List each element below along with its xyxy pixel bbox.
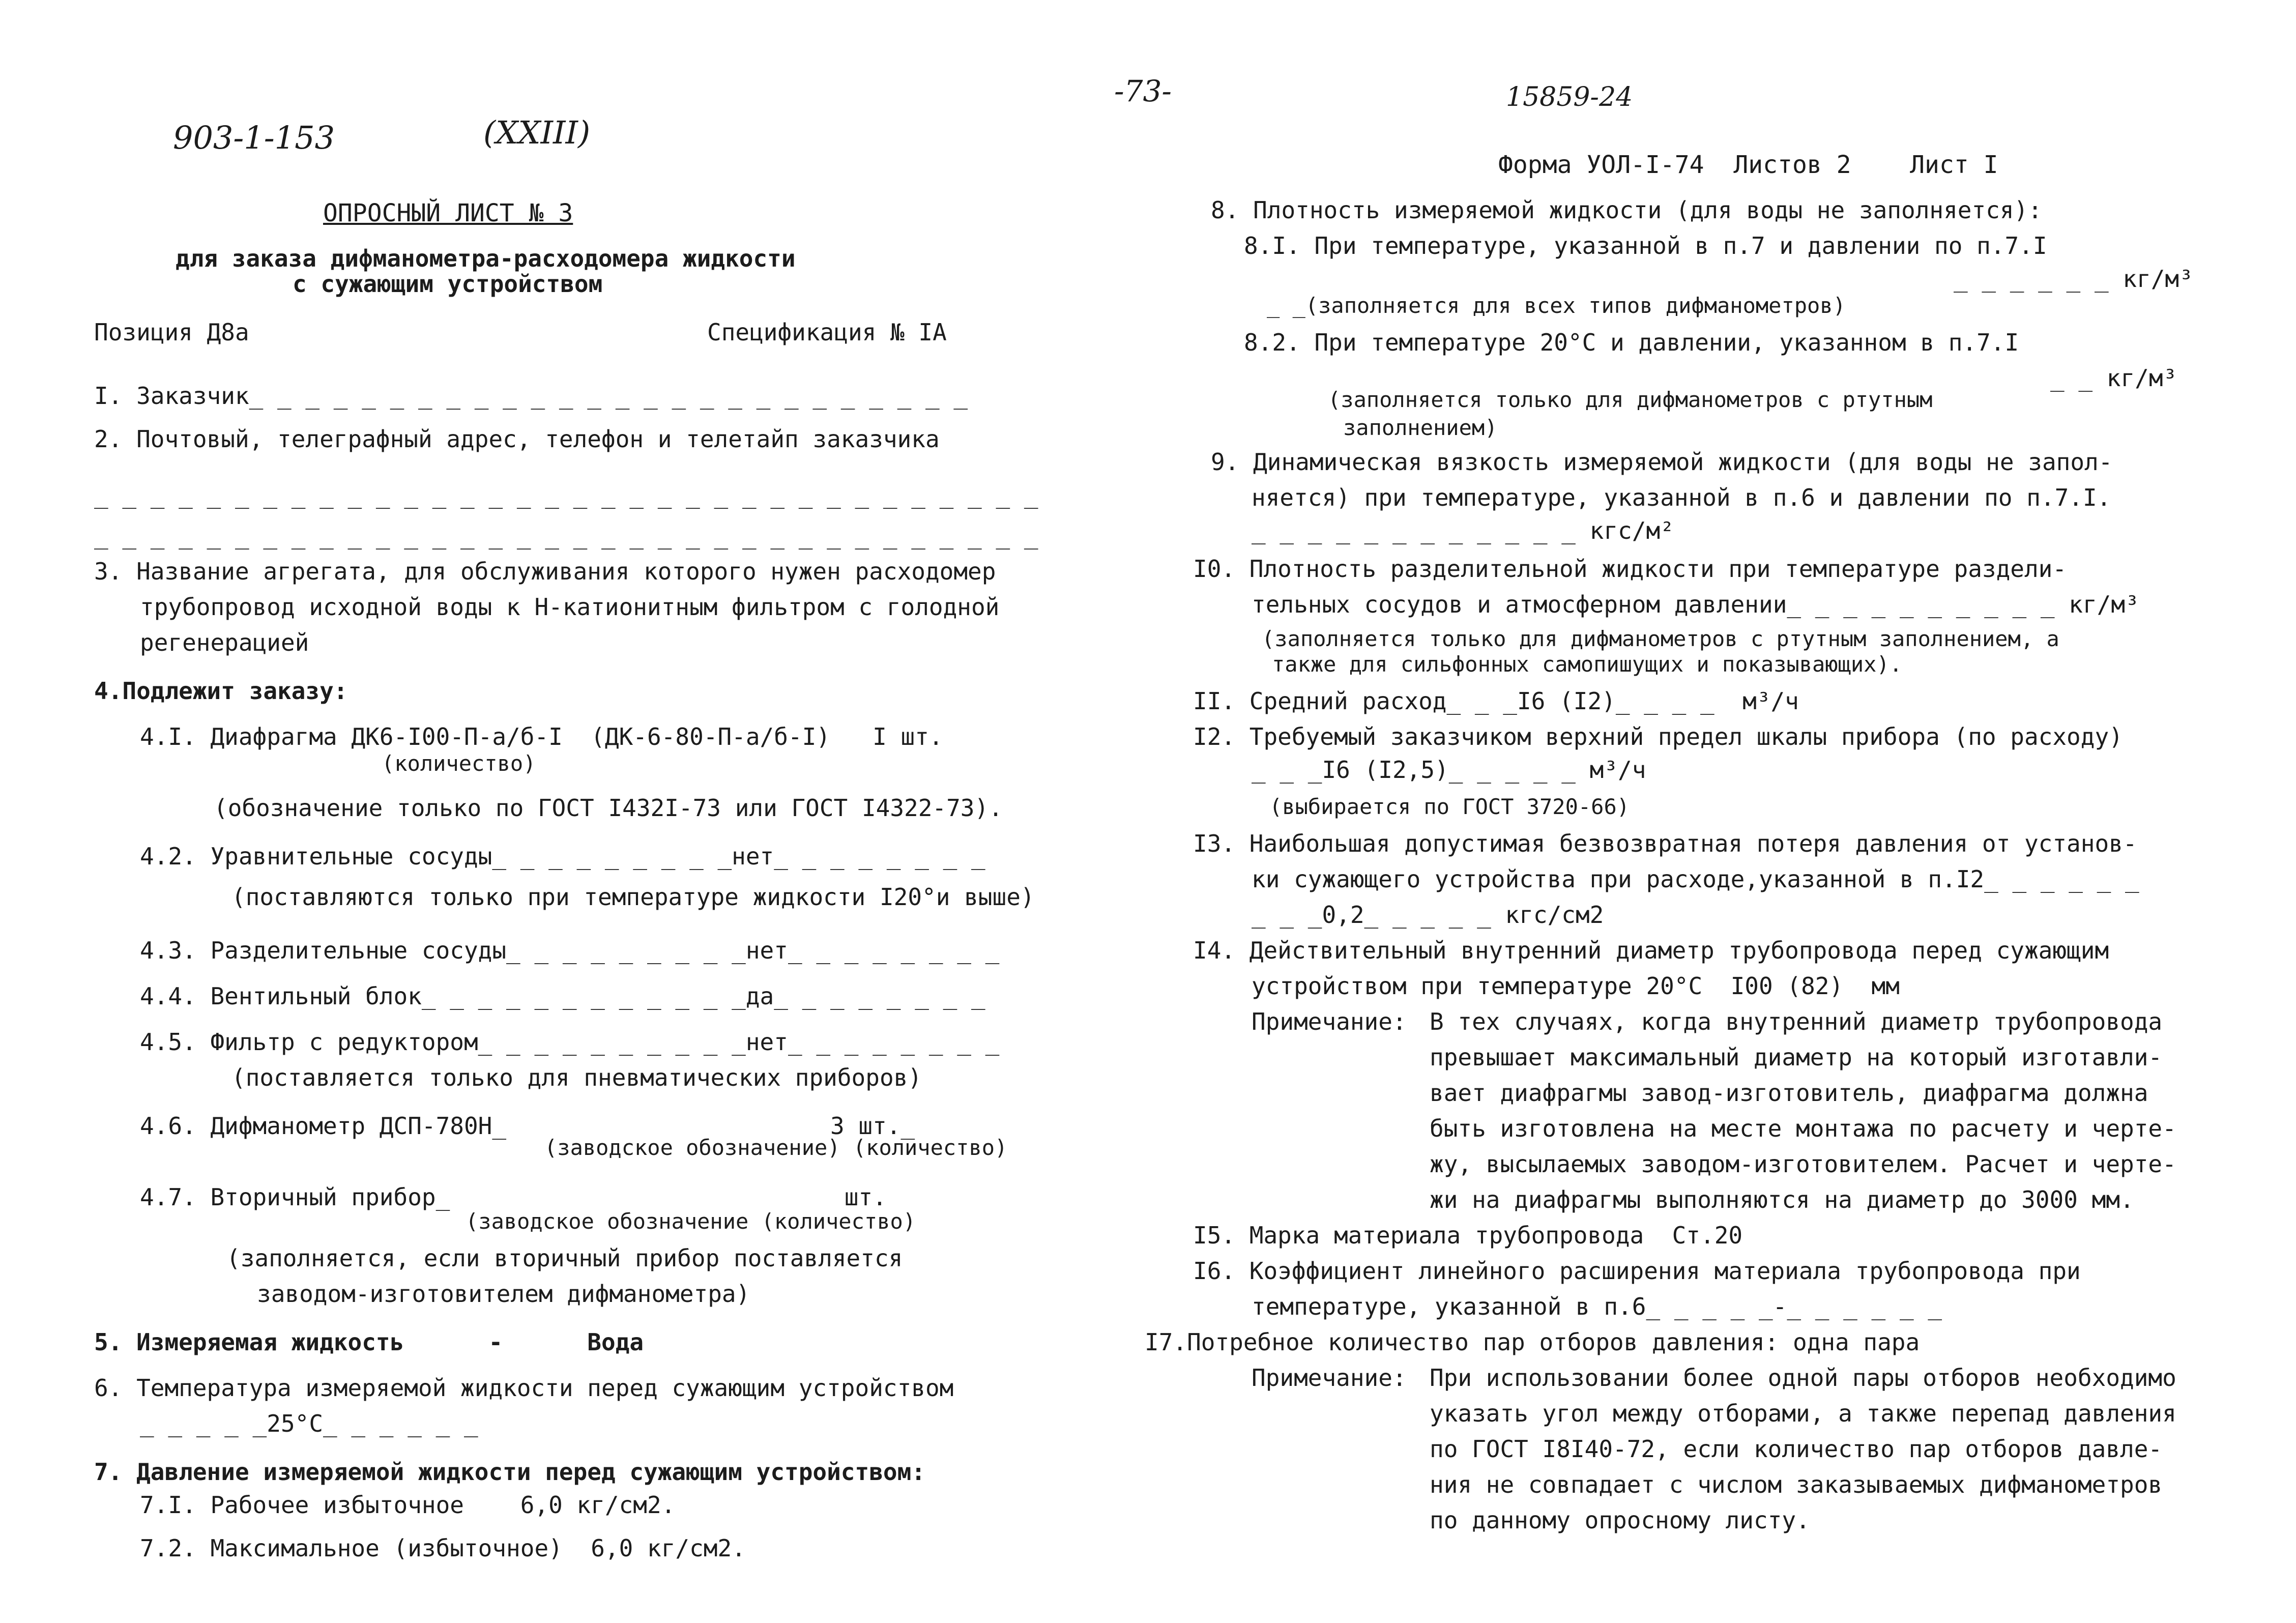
item-4-7-note: (заводское обозначение (количество) [466, 1209, 916, 1234]
page-number: -73- [1114, 74, 1172, 108]
item-14-note: вает диафрагмы завод-изготовитель, диафрагма должна [1430, 1079, 2148, 1107]
item-17-note: ния не совпадает с числом заказываемых дифманометров [1430, 1471, 2163, 1498]
item-4-7-comment: (заполняется, если вторичный прибор поставляется [226, 1244, 903, 1272]
item-4-1-diaphragm: 4.I. Диафрагма ДК6-I00-П-а/б-I (ДК-6-80-П-а/б-I) I шт. [140, 723, 943, 750]
item-8-2: 8.2. При температуре 20°С и давлении, указанном в п.7.I [1244, 329, 2019, 356]
item-8-1-note: _ _(заполняется для всех типов дифманометров) [1267, 293, 1846, 318]
item-16-coefficient: I6. Коэффициент линейного расширения материала трубопровода при [1193, 1257, 2081, 1285]
position-label: Позиция Д8а [94, 318, 249, 346]
item-10-separating-density: I0. Плотность разделительной жидкости при температуре раздели- [1193, 555, 2067, 583]
item-10-note: также для сильфонных самопишущих и показывающих). [1272, 652, 1903, 677]
item-17-note: При использовании более одной пары отборов необходимо [1430, 1364, 2176, 1392]
item-17-note: указать угол между отборами, а также перепад давления [1430, 1400, 2176, 1427]
dash-line: _ _ _ _ _ _ _ _ _ _ _ _ _ _ _ _ _ _ _ _ _ _ _ _ _ _ _ _ _ _ _ _ _ _ [94, 481, 1038, 509]
roman-numeral-mark: (XXIII) [483, 114, 591, 151]
item-5-liquid: 5. Измеряемая жидкость - Вода [94, 1328, 644, 1356]
item-7-2-max: 7.2. Максимальное (избыточное) 6,0 кг/см2. [140, 1534, 746, 1562]
item-4-order: 4.Подлежит заказу: [94, 677, 348, 705]
item-9-text: няется) при температуре, указанной в п.6 и давлении по п.7.I. [1252, 484, 2111, 511]
item-17-note-label: Примечание: [1252, 1364, 1407, 1392]
item-13-value: _ _ _0,2_ _ _ _ _ кгс/см2 [1252, 901, 1604, 929]
item-4-2-note: (поставляются только при температуре жидкости I20°и выше) [231, 883, 1035, 911]
item-12-upper-limit: I2. Требуемый заказчиком верхний предел шкалы прибора (по расходу) [1193, 723, 2123, 750]
item-14-note: превышает максимальный диаметр на который изготавли- [1430, 1044, 2163, 1071]
document-code-left: 903-1-153 [173, 119, 335, 156]
item-8-2-note: заполнением) [1343, 415, 1498, 440]
item-14-note: быть изготовлена на месте монтажа по расчету и черте- [1430, 1115, 2176, 1142]
item-4-1-quantity-note: (количество) [382, 751, 536, 776]
item-9-unit: _ _ _ _ _ _ _ _ _ _ _ _ кгс/м² [1252, 517, 1674, 544]
title-subtitle-2: с сужающим устройством [293, 270, 603, 298]
item-10-note: (заполняется только для дифманометров с ртутным заполнением, а [1262, 626, 2059, 651]
item-11-avg-flow: II. Средний расход_ _ _I6 (I2)_ _ _ _ м³/ч [1193, 687, 1799, 715]
item-12-value: _ _ _I6 (I2,5)_ _ _ _ _ м³/ч [1252, 756, 1646, 784]
item-4-1-note: (обозначение только по ГОСТ I432I-73 или ГОСТ I4322-73). [214, 794, 1003, 822]
item-4-2-equalizing: 4.2. Уравнительные сосуды_ _ _ _ _ _ _ _ _нет_ _ _ _ _ _ _ _ [140, 843, 985, 870]
item-2-address: 2. Почтовый, телеграфный адрес, телефон и телетайп заказчика [94, 425, 940, 453]
item-3-unit: 3. Название агрегата, для обслуживания которого нужен расходомер [94, 558, 996, 585]
item-1-customer: I. Заказчик_ _ _ _ _ _ _ _ _ _ _ _ _ _ _ _ _ _ _ _ _ _ _ _ _ _ [94, 382, 968, 410]
item-17-tap-pairs: I7.Потребное количество пар отборов давления: одна пара [1145, 1328, 1920, 1356]
item-4-4-valve-block: 4.4. Вентильный блок_ _ _ _ _ _ _ _ _ _ _ _да_ _ _ _ _ _ _ _ [140, 982, 985, 1010]
item-4-5-note: (поставляется только для пневматических приборов) [231, 1064, 922, 1091]
item-16-value: температуре, указанной в п.6_ _ _ _ _-_ _ _ _ _ _ [1252, 1293, 1942, 1320]
item-7-pressure: 7. Давление измеряемой жидкости перед сужающим устройством: [94, 1458, 925, 1486]
item-4-3-separating: 4.3. Разделительные сосуды_ _ _ _ _ _ _ _ _нет_ _ _ _ _ _ _ _ [140, 937, 1000, 964]
item-13-pressure-loss: I3. Наибольшая допустимая безвозвратная потеря давления от установ- [1193, 830, 2137, 857]
item-14-diameter: I4. Действительный внутренний диаметр трубопровода перед сужающим [1193, 937, 2109, 964]
item-8-1: 8.I. При температуре, указанной в п.7 и давлении по п.7.I [1244, 232, 2047, 259]
item-4-7-comment: заводом-изготовителем дифманометра) [257, 1280, 750, 1308]
item-3-text: регенерацией [140, 629, 309, 656]
item-3-text: трубопровод исходной воды к Н-катионитным фильтром с голодной [140, 593, 1000, 621]
title-subtitle-1: для заказа дифманометра-расходомера жидкости [176, 245, 796, 272]
specification-label: Спецификация № IA [707, 318, 947, 346]
item-4-7-secondary: 4.7. Вторичный прибор_ шт. [140, 1183, 887, 1211]
item-15-material: I5. Марка материала трубопровода Ст.20 [1193, 1222, 1743, 1249]
item-14-note: В тех случаях, когда внутренний диаметр трубопровода [1430, 1008, 2163, 1035]
item-6-value: _ _ _ _ _25°С_ _ _ _ _ _ [140, 1410, 478, 1437]
item-13-text: ки сужающего устройства при расходе,указанной в п.I2_ _ _ _ _ _ [1252, 865, 2139, 893]
item-4-6-manometer: 4.6. Дифманометр ДСП-780Н_ 3 шт._ [140, 1112, 915, 1140]
item-14-note: жу, высылаемых заводом-изготовителем. Расчет и черте- [1430, 1150, 2176, 1178]
item-12-note: (выбирается по ГОСТ 3720-66) [1269, 794, 1630, 819]
item-8-density: 8. Плотность измеряемой жидкости (для воды не заполняется): [1211, 196, 2042, 224]
item-8-2-note: (заполняется только для дифманометров с ртутным [1328, 387, 1933, 412]
dash-line: _ _ _ _ _ _ _ _ _ _ _ _ _ _ _ _ _ _ _ _ _ _ _ _ _ _ _ _ _ _ _ _ _ _ [94, 522, 1038, 549]
item-4-5-filter: 4.5. Фильтр с редуктором_ _ _ _ _ _ _ _ _ _нет_ _ _ _ _ _ _ _ [140, 1028, 1000, 1056]
document-code-right: 15859-24 [1506, 82, 1633, 112]
item-17-note: по данному опросному листу. [1430, 1506, 1810, 1534]
item-6-temperature: 6. Температура измеряемой жидкости перед сужающим устройством [94, 1374, 954, 1402]
item-10-text: тельных сосудов и атмосферном давлении_ _ _ _ _ _ _ _ _ _ кг/м³ [1252, 591, 2139, 618]
form-header: Форма УОЛ-I-74 Листов 2 Лист I [1498, 151, 1998, 179]
item-7-1-working: 7.I. Рабочее избыточное 6,0 кг/см2. [140, 1491, 676, 1519]
item-14-note-label: Примечание: [1252, 1008, 1407, 1035]
item-9-viscosity: 9. Динамическая вязкость измеряемой жидкости (для воды не запол- [1211, 448, 2113, 476]
item-17-note: по ГОСТ I8I40-72, если количество пар отборов давле- [1430, 1435, 2163, 1463]
item-14-value: устройством при температуре 20°С I00 (82) мм [1252, 972, 1900, 1000]
page-title: ОПРОСНЫЙ ЛИСТ № 3 [323, 199, 573, 227]
item-14-note: жи на диафрагмы выполняются на диаметр до 3000 мм. [1430, 1186, 2134, 1213]
item-8-2-unit: _ _ кг/м³ [2050, 364, 2177, 392]
item-8-1-unit: _ _ _ _ _ _ кг/м³ [1954, 265, 2193, 293]
item-4-6-note: (заводское обозначение) (количество) [544, 1135, 1008, 1160]
